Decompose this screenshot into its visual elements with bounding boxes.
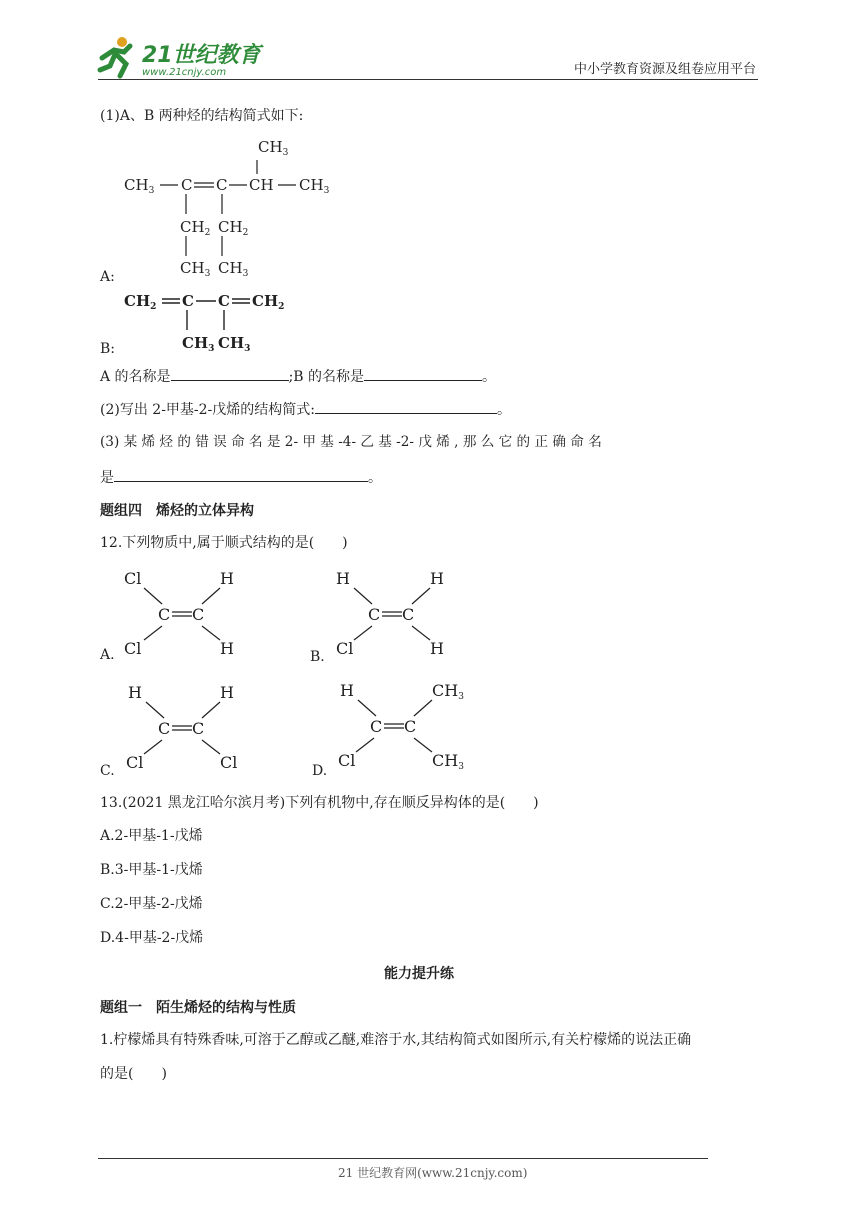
svg-text:Cl: Cl [220,753,238,772]
svg-text:C: C [192,719,205,738]
struct-a-ch3-right: $CH_3$ [218,259,249,279]
header-logo [96,36,266,80]
q12-option-b[interactable] [310,568,470,664]
option-label: D. [312,763,328,779]
header-right-text: 中小学教育资源及组卷应用平台 [573,62,756,77]
struct-a-left-ch3: $CH_3$ [124,176,155,196]
q13-stem: 13.(2021 黑龙江哈尔滨月考)下列有机物中,存在顺反异构体的是( ) [100,795,539,811]
structure-a-diagram [118,132,358,282]
svg-text:Cl: Cl [124,569,142,588]
structure-b-diagram [118,284,318,356]
struct-a-c2: C [216,176,228,194]
svg-text:H: H [430,639,444,658]
part2-blank[interactable] [315,399,497,414]
option-d-tr: CH3 [432,681,464,702]
q13-option-a[interactable]: A.2-甲基-1-戊烯 [100,828,203,844]
svg-text:C: C [192,605,205,624]
svg-text:H: H [128,683,142,702]
q13-option-c[interactable]: C.2-甲基-2-戊烯 [100,896,203,912]
name-a-prompt: A 的名称是 [100,369,171,385]
struct-a-ch3-left: $CH_3$ [180,259,211,279]
q1-line1: 1.柠檬烯具有特殊香味,可溶于乙醇或乙醚,难溶于水,其结构简式如图所示,有关柠檬烯的说法正确 [100,1032,692,1048]
q12-option-d[interactable] [312,680,492,779]
q13-option-d[interactable]: D.4-甲基-2-戊烯 [100,930,204,946]
logo-url: www.21cnjy.com [142,67,227,78]
struct-a-right-ch3: $CH_3$ [299,176,330,196]
svg-text:H: H [220,569,234,588]
name-b-prompt: ;B 的名称是 [288,369,365,385]
part3-blank[interactable] [114,467,368,482]
struct-a-top-ch3: $CH_3$ [258,138,289,158]
label-b: B: [100,341,116,357]
struct-b-ch3-right: $CH_3$ [218,334,251,354]
struct-b-left-ch2: $CH_2$ [124,292,157,312]
struct-a-ch2-right: $CH_2$ [218,218,249,238]
q1-line2: 的是( ) [100,1066,167,1082]
struct-a-ch: CH [249,176,274,194]
q13-option-b[interactable]: B.3-甲基-1-戊烯 [100,862,203,878]
q11-part1-intro: (1)A、B 两种烃的结构简式如下: [100,108,304,124]
svg-text:C: C [158,605,171,624]
label-a: A: [100,269,115,285]
runner-logo-icon [96,36,266,80]
option-c-diagram [124,682,254,774]
name-a-blank[interactable] [171,366,289,381]
svg-text:C: C [370,717,383,736]
option-label: A. [100,647,115,663]
svg-text:H: H [336,569,350,588]
ability-title: 能力提升练 [384,966,454,982]
svg-text:H: H [220,683,234,702]
struct-b-right-ch2: $CH_2$ [252,292,285,312]
section4-title: 题组四 烯烃的立体异构 [100,503,254,519]
svg-text:Cl: Cl [124,639,142,658]
svg-text:Cl: Cl [336,639,354,658]
q12-stem: 12.下列物质中,属于顺式结构的是( ) [100,535,348,551]
option-label: C. [100,763,115,779]
option-label: B. [310,649,325,665]
svg-text:H: H [430,569,444,588]
logo-title: 21世纪教育 [142,43,261,68]
svg-text:C: C [158,719,171,738]
struct-b-c2: C [218,292,230,310]
section1-title: 题组一 陌生烯烃的结构与性质 [100,1000,296,1016]
option-d-br: CH3 [432,751,464,772]
struct-b-ch3-left: $CH_3$ [182,334,215,354]
q12-option-a[interactable] [100,568,260,664]
option-b-diagram [334,568,464,660]
struct-a-ch2-left: $CH_2$ [180,218,211,238]
q12-option-c[interactable] [100,682,260,778]
q11-part3-line2: 是 。 [100,467,382,487]
svg-text:C: C [404,717,417,736]
svg-text:Cl: Cl [338,751,356,770]
header-divider [98,79,758,80]
svg-text:C: C [368,605,381,624]
footer-divider [98,1158,708,1159]
name-b-blank[interactable] [364,366,482,381]
svg-text:C: C [402,605,415,624]
q11-names-line: A 的名称是 ;B 的名称是 。 [100,366,496,386]
svg-text:Cl: Cl [126,753,144,772]
option-a-diagram [122,568,252,660]
q11-part3-line1: (3) 某 烯 烃 的 错 误 命 名 是 2- 甲 基 -4- 乙 基 -2- 戊 烯 , 那 么 它 的 正 确 命 名 [100,434,602,450]
q11-part2: (2)写出 2-甲基-2-戊烯的结构简式: 。 [100,399,511,419]
svg-text:H: H [220,639,234,658]
svg-text:H: H [340,681,354,700]
footer-text: 21 世纪教育网(www.21cnjy.com) [338,1166,528,1180]
option-d-diagram [336,680,486,774]
struct-a-c1: C [181,176,193,194]
struct-b-c1: C [182,292,194,310]
